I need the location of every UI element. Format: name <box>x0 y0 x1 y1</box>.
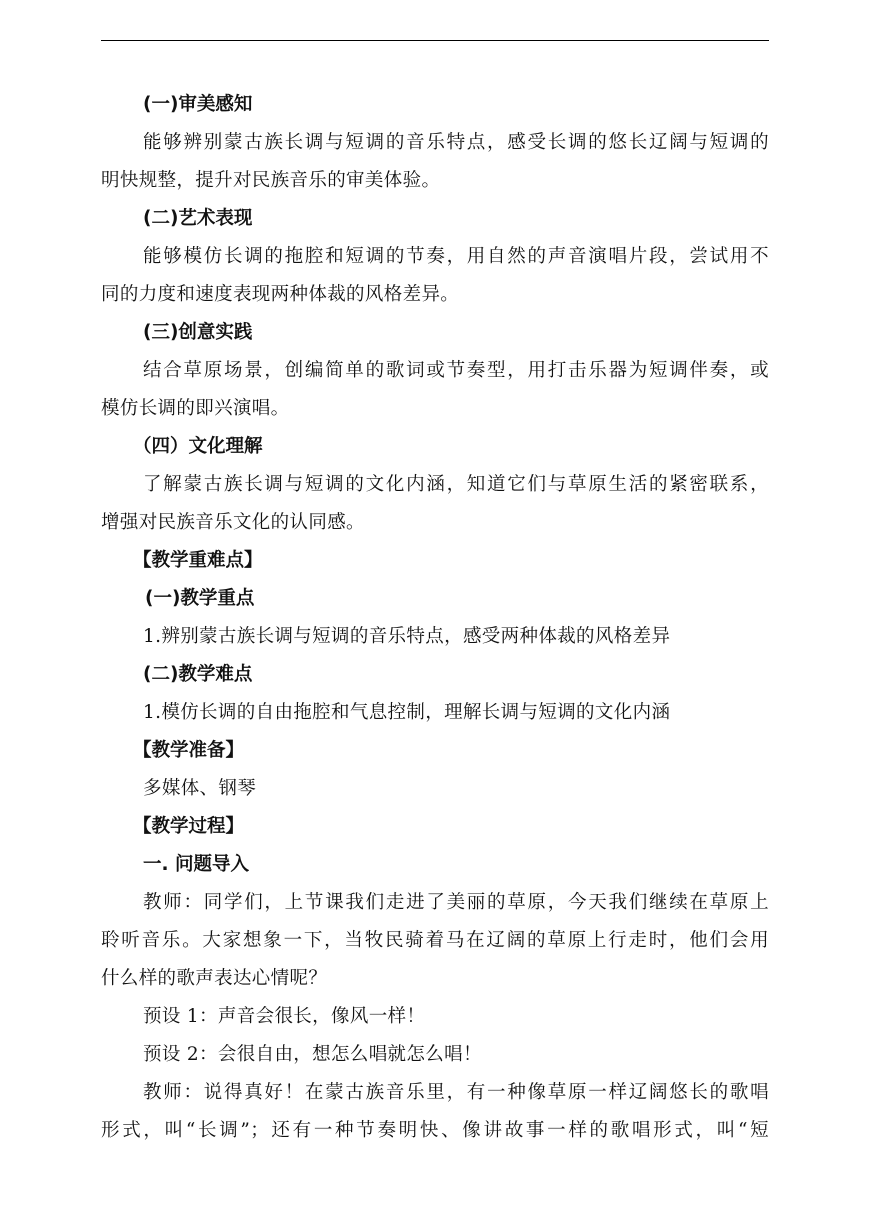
paragraph-line: 教师：同学们，上节课我们走进了美丽的草原，今天我们继续在草原上 <box>143 892 769 913</box>
heading-key: (一)教学重点 <box>145 588 255 609</box>
paragraph-line: 形式，叫“长调”；还有一种节奏明快、像讲故事一样的歌唱形式，叫“短 <box>101 1120 769 1141</box>
paragraph-line: 结合草原场景，创编简单的歌词或节奏型，用打击乐器为短调伴奏，或 <box>143 360 769 381</box>
paragraph-line: 教师：说得真好！在蒙古族音乐里，有一种像草原一样辽阔悠长的歌唱 <box>143 1082 769 1103</box>
preset-2: 预设 2：会很自由，想怎么唱就怎么唱！ <box>143 1044 482 1065</box>
difficult-item: 1.模仿长调的自由拖腔和气息控制，理解长调与短调的文化内涵 <box>143 702 671 723</box>
paragraph-line: 模仿长调的即兴演唱。 <box>101 398 290 419</box>
key-item: 1.辨别蒙古族长调与短调的音乐特点，感受两种体裁的风格差异 <box>143 626 671 647</box>
heading-culture: （四）文化理解 <box>133 436 263 457</box>
heading-step1: 一. 问题导入 <box>143 854 249 875</box>
paragraph-line: 同的力度和速度表现两种体裁的风格差异。 <box>101 284 460 305</box>
paragraph-line: 增强对民族音乐文化的认同感。 <box>101 512 365 533</box>
preset-1: 预设 1：声音会很长，像风一样！ <box>143 1006 426 1027</box>
paragraph-line: 聆听音乐。大家想象一下，当牧民骑着马在辽阔的草原上行走时，他们会用 <box>101 930 769 951</box>
heading-art: (二)艺术表现 <box>143 208 253 229</box>
preparation-text: 多媒体、钢琴 <box>143 778 257 799</box>
heading-difficult: (二)教学难点 <box>143 664 253 685</box>
paragraph-line: 能够辨别蒙古族长调与短调的音乐特点，感受长调的悠长辽阔与短调的 <box>143 132 769 153</box>
paragraph-line: 明快规整，提升对民族音乐的审美体验。 <box>101 170 441 191</box>
heading-aesthetic: (一)审美感知 <box>143 94 253 115</box>
title-key-difficult: 【教学重难点】 <box>133 550 263 571</box>
heading-creative: (三)创意实践 <box>143 322 253 343</box>
paragraph-line: 了解蒙古族长调与短调的文化内涵，知道它们与草原生活的紧密联系， <box>143 474 769 495</box>
title-process: 【教学过程】 <box>133 816 245 837</box>
paragraph-line: 能够模仿长调的拖腔和短调的节奏，用自然的声音演唱片段，尝试用不 <box>143 246 769 267</box>
title-preparation: 【教学准备】 <box>133 740 245 761</box>
header-rule <box>101 40 769 41</box>
paragraph-line: 什么样的歌声表达心情呢？ <box>101 968 328 989</box>
